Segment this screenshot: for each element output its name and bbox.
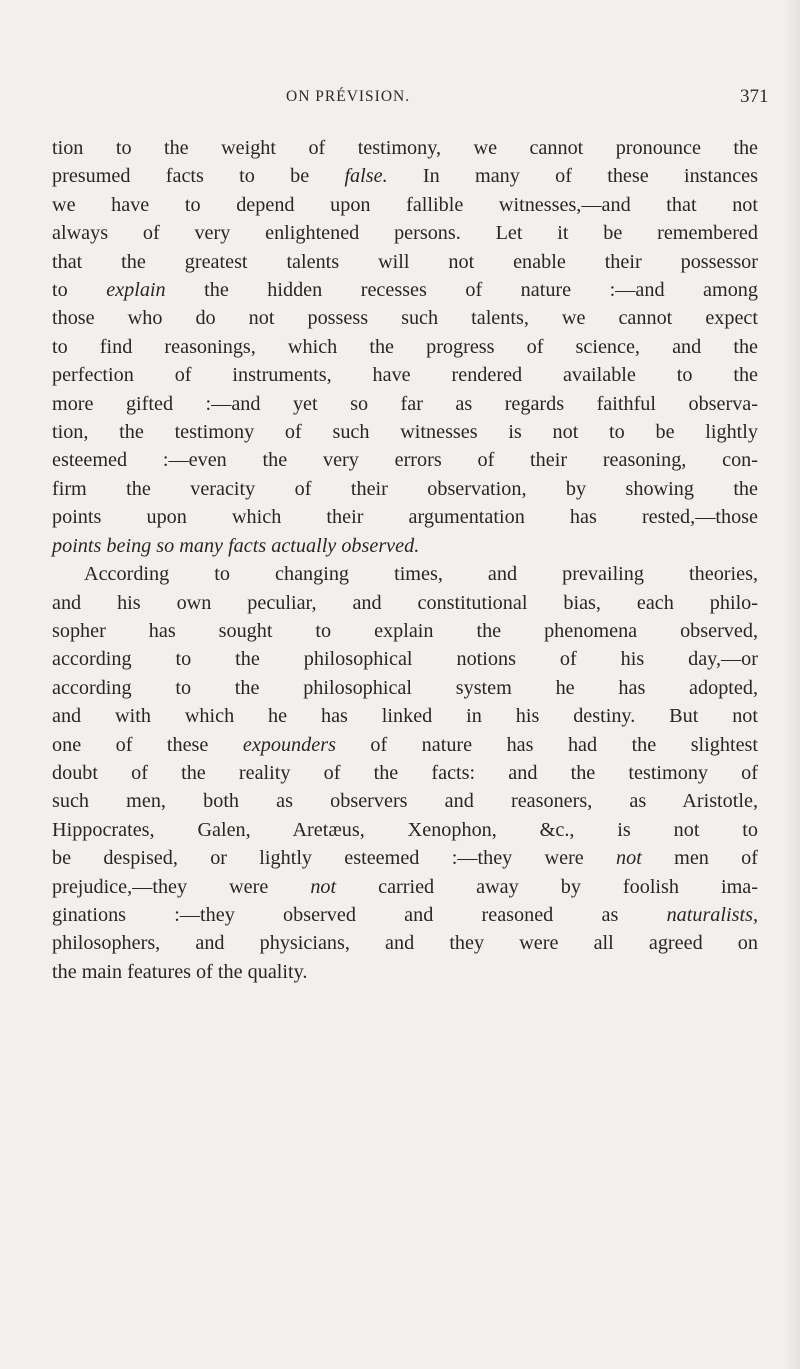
text-line (52, 958, 758, 986)
text-line (52, 589, 758, 617)
text-run: that the greatest talents will not enable their possessor (52, 250, 758, 273)
italic-text: not (616, 847, 642, 870)
text-run: men of (641, 847, 758, 870)
text-line (52, 361, 758, 389)
text-run: be despised, or lightly esteemed :—they were (52, 847, 617, 870)
text-run: perfection of instruments, have rendered available to the (52, 364, 758, 387)
text-run: According to changing times, and prevailing theories, (84, 563, 758, 586)
text-line (52, 475, 758, 503)
text-run: doubt of the reality of the facts: and the testimony of (52, 761, 758, 784)
italic-text: false. (344, 165, 388, 188)
text-run: esteemed :—even the very errors of their reasoning, con- (52, 449, 758, 472)
text-run: according to the philosophical notions of his day,—or (52, 648, 758, 671)
text-line (52, 901, 758, 929)
text-line (52, 446, 758, 474)
text-line (52, 219, 758, 247)
text-run: those who do not possess such talents, we cannot expect (52, 307, 758, 330)
text-run: and his own peculiar, and constitutional bias, each philo- (52, 591, 758, 614)
text-line (52, 702, 758, 730)
text-line (52, 844, 758, 872)
text-line (52, 617, 758, 645)
page-edge-shadow (784, 0, 800, 1369)
text-run: Hippocrates, Galen, Aretæus, Xenophon, &c., is not to (52, 818, 758, 841)
text-run: more gifted :—and yet so far as regards faithful observa- (52, 392, 758, 415)
text-line (52, 873, 758, 901)
text-run: to find reasonings, which the progress of science, and the (52, 335, 758, 358)
text-run: tion, the testimony of such witnesses is not to be lightly (52, 421, 758, 444)
text-run: tion to the weight of testimony, we cannot pronounce the (52, 137, 758, 159)
running-head: ON PRÉVISION. (286, 88, 411, 105)
text-run: always of very enlightened persons. Let it be remembered (52, 222, 758, 245)
text-line (52, 333, 758, 361)
page-number: 371 (740, 86, 769, 107)
text-run: philosophers, and physicians, and they were all agreed on (52, 932, 758, 955)
paragraph (52, 560, 758, 986)
text-line (52, 759, 758, 787)
text-line (52, 532, 758, 560)
text-line (52, 162, 758, 190)
text-run: such men, both as observers and reasoners, as Aristotle, (52, 790, 758, 813)
text-run: according to the philosophical system he has adopted, (52, 676, 758, 699)
text-run: presumed facts to be (52, 165, 345, 188)
text-line (52, 276, 758, 304)
italic-text: expounders (242, 733, 336, 756)
text-run: to (52, 279, 107, 302)
text-run: of nature has had the slightest (335, 733, 758, 756)
text-line (52, 929, 758, 957)
text-run: the main features of the quality. (52, 960, 308, 983)
text-line (52, 787, 758, 815)
text-line (52, 134, 758, 162)
text-line (52, 390, 758, 418)
body-text (52, 134, 758, 986)
text-line (52, 418, 758, 446)
text-line (52, 248, 758, 276)
text-line (52, 560, 758, 588)
text-run: prejudice,—they were (52, 875, 311, 898)
paragraph (52, 134, 758, 560)
text-run: ginations :—they observed and reasoned as (52, 903, 667, 926)
text-line (52, 674, 758, 702)
text-line (52, 816, 758, 844)
italic-text: not (310, 875, 337, 898)
text-run: sopher has sought to explain the phenomena observed, (52, 619, 758, 642)
italic-text: naturalists, (666, 903, 758, 926)
text-run: the hidden recesses of nature :—and among (165, 279, 758, 302)
text-run: we have to depend upon fallible witnesses,—and that not (52, 193, 758, 216)
text-run: firm the veracity of their observation, by showing the (52, 477, 758, 500)
text-line (52, 503, 758, 531)
text-run: and with which he has linked in his destiny. But not (52, 705, 758, 728)
text-line (52, 645, 758, 673)
text-run: In many of these instances (387, 165, 758, 188)
italic-text: points being so many facts actually observed. (52, 534, 420, 557)
text-line (52, 191, 758, 219)
text-run: points upon which their argumentation has rested,—those (52, 506, 758, 529)
text-run: one of these (52, 733, 243, 756)
text-line (52, 304, 758, 332)
italic-text: explain (106, 279, 166, 302)
text-run: carried away by foolish ima- (336, 875, 758, 898)
text-line (52, 731, 758, 759)
